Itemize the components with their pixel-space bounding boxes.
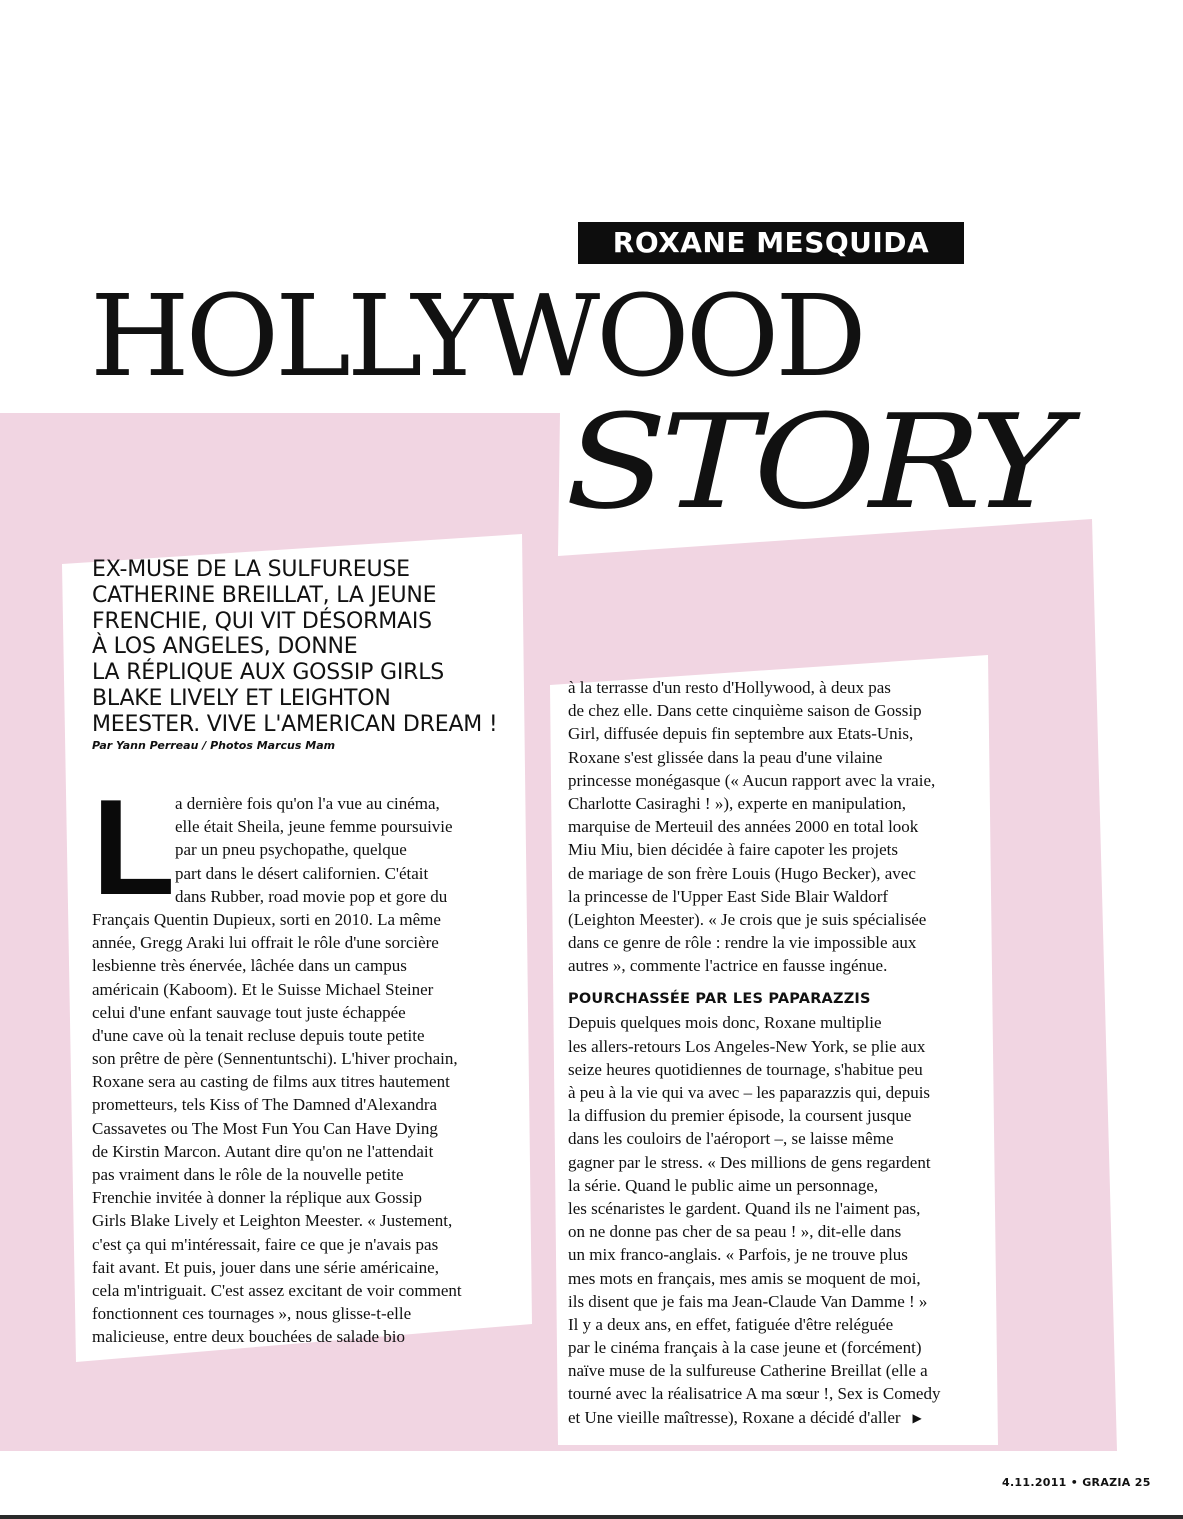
body-line: américain (Kaboom). Et le Suisse Michael Steiner xyxy=(92,979,434,999)
body-line: lesbienne très énervée, lâchée dans un campus xyxy=(92,956,407,976)
body-line: à la terrasse d'un resto d'Hollywood, à deux pas xyxy=(568,678,891,697)
body-line: dans ce genre de rôle : rendre la vie impossible aux xyxy=(568,933,917,953)
triangle-right-icon: ▶ xyxy=(912,1410,922,1425)
body-line: à peu à la vie qui va avec – les paparazzis qui, depuis xyxy=(568,1083,931,1102)
deck-line: À LOS ANGELES, DONNE xyxy=(92,634,358,660)
body-line: fait avant. Et puis, jouer dans une série américaine, xyxy=(92,1257,439,1277)
body-line: son prêtre de père (Sennentuntschi). L'hiver prochain, xyxy=(92,1049,458,1069)
section-subhead: POURCHASSÉE PAR LES PAPARAZZIS xyxy=(568,991,871,1008)
body-line: a dernière fois qu'on l'a vue au cinéma, xyxy=(175,794,440,813)
body-line: d'une cave où la tenait recluse depuis toute petite xyxy=(92,1025,425,1045)
body-line: tourné avec la réalisatrice A ma sœur !, Sex is Comedy xyxy=(568,1384,941,1404)
headline-hollywood: HOLLYWOOD xyxy=(90,272,863,402)
body-line: la diffusion du premier épisode, la coursent jusque xyxy=(568,1106,912,1126)
intro-deck xyxy=(92,557,512,738)
body-line: ils disent que je fais ma Jean-Claude Van Damme ! » xyxy=(568,1291,928,1311)
body-line: prometteurs, tels Kiss of The Damned d'Alexandra xyxy=(92,1095,438,1115)
body-line: seize heures quotidiennes de tournage, s'habitue peu xyxy=(568,1059,923,1079)
body-line: les scénaristes le gardent. Quand ils ne l'aiment pas, xyxy=(568,1198,921,1218)
body-line: Roxane sera au casting de films aux titres hautement xyxy=(92,1072,450,1092)
body-line: Depuis quelques mois donc, Roxane multiplie xyxy=(568,1013,882,1033)
body-line: de Kirstin Marcon. Autant dire qu'on ne l'attendait xyxy=(92,1141,434,1161)
body-line: cela m'intriguait. C'est assez excitant de voir comment xyxy=(92,1280,462,1300)
body-line: on ne donne pas cher de sa peau ! », dit-elle dans xyxy=(568,1222,902,1242)
body-line: dans Rubber, road movie pop et gore du xyxy=(175,886,448,906)
body-line: pas vraiment dans le rôle de la nouvelle petite xyxy=(92,1165,404,1184)
name-label: ROXANE MESQUIDA xyxy=(578,222,964,264)
body-line: Français Quentin Dupieux, sorti en 2010. La même xyxy=(92,909,441,929)
body-line-last-text: et Une vieille maîtresse), Roxane a décidé d'aller xyxy=(568,1407,901,1427)
body-line: par le cinéma français à la case jeune et (forcément) xyxy=(568,1338,922,1358)
body-line: gagner par le stress. « Des millions de gens regardent xyxy=(568,1152,931,1172)
deck-line: EX-MUSE DE LA SULFUREUSE xyxy=(92,557,410,582)
deck-line: FRENCHIE, QUI VIT DÉSORMAIS xyxy=(92,608,432,634)
deck-line: MEESTER. VIVE L'AMERICAN DREAM ! xyxy=(92,711,498,737)
body-line: année, Gregg Araki lui offrait le rôle d'une sorcière xyxy=(92,933,439,953)
body-line: part dans le désert californien. C'était xyxy=(175,863,429,883)
body-column-left xyxy=(92,771,512,1349)
body-line: (Leighton Meester). « Je crois que je suis spécialisée xyxy=(568,909,927,929)
headline-story: STORY xyxy=(565,386,1062,538)
body-line: Girls Blake Lively et Leighton Meester. « Justement, xyxy=(92,1211,453,1231)
body-line: un mix franco-anglais. « Parfois, je ne trouve plus xyxy=(568,1245,908,1265)
body-line: mes mots en français, mes amis se moquent de moi, xyxy=(568,1268,921,1288)
body-line: malicieuse, entre deux bouchées de salade bio xyxy=(92,1327,405,1347)
body-line: Miu Miu, bien décidée à faire capoter les projets xyxy=(568,840,898,860)
body-line: Roxane s'est glissée dans la peau d'une vilaine xyxy=(568,747,883,767)
body-line: naïve muse de la sulfureuse Catherine Breillat (elle a xyxy=(568,1361,928,1381)
body-line: autres », commente l'actrice en fausse ingénue. xyxy=(568,956,888,976)
byline-credit: Par Yann Perreau / Photos Marcus Mam xyxy=(92,739,336,752)
body-line: les allers-retours Los Angeles-New York, se plie aux xyxy=(568,1036,926,1056)
body-line: Cassavetes ou The Most Fun You Can Have Dying xyxy=(92,1118,438,1138)
body-line: de chez elle. Dans cette cinquième saison de Gossip xyxy=(568,701,922,721)
body-line: Girl, diffusée depuis fin septembre aux Etats-Unis, xyxy=(568,724,914,744)
body-line: Il y a deux ans, en effet, fatiguée d'être reléguée xyxy=(568,1314,894,1334)
body-line: c'est ça qui m'intéressait, faire ce que je n'avais pas xyxy=(92,1234,439,1254)
body-line: de mariage de son frère Louis (Hugo Becker), avec xyxy=(568,863,916,883)
body-line: la princesse de l'Upper East Side Blair Waldorf xyxy=(568,886,889,906)
body-line: Charlotte Casiraghi ! »), experte en manipulation, xyxy=(568,793,907,813)
drop-cap: L xyxy=(92,771,176,923)
body-line-last xyxy=(568,1406,988,1429)
deck-line: LA RÉPLIQUE AUX GOSSIP GIRLS xyxy=(92,660,445,686)
body-column-right xyxy=(568,676,988,1429)
body-line: princesse monégasque (« Aucun rapport avec la vraie, xyxy=(568,770,936,790)
body-line: elle était Sheila, jeune femme poursuivie xyxy=(175,817,453,837)
deck-line: BLAKE LIVELY ET LEIGHTON xyxy=(92,685,391,711)
body-line: dans les couloirs de l'aéroport –, se laisse même xyxy=(568,1129,894,1149)
body-line: fonctionnent ces tournages », nous glisse-t-elle xyxy=(92,1304,412,1324)
body-line: celui d'une enfant sauvage tout juste échappée xyxy=(92,1002,406,1022)
body-line: par un pneu psychopathe, quelque xyxy=(175,840,407,860)
body-line: Frenchie invitée à donner la réplique aux Gossip xyxy=(92,1188,422,1208)
bottom-edge-rule xyxy=(0,1515,1183,1519)
body-line: la série. Quand le public aime un personnage, xyxy=(568,1175,879,1195)
page-folio: 4.11.2011 • GRAZIA 25 xyxy=(1002,1476,1151,1489)
body-line: marquise de Merteuil des années 2000 en total look xyxy=(568,817,919,837)
deck-line: CATHERINE BREILLAT, LA JEUNE xyxy=(92,582,437,608)
